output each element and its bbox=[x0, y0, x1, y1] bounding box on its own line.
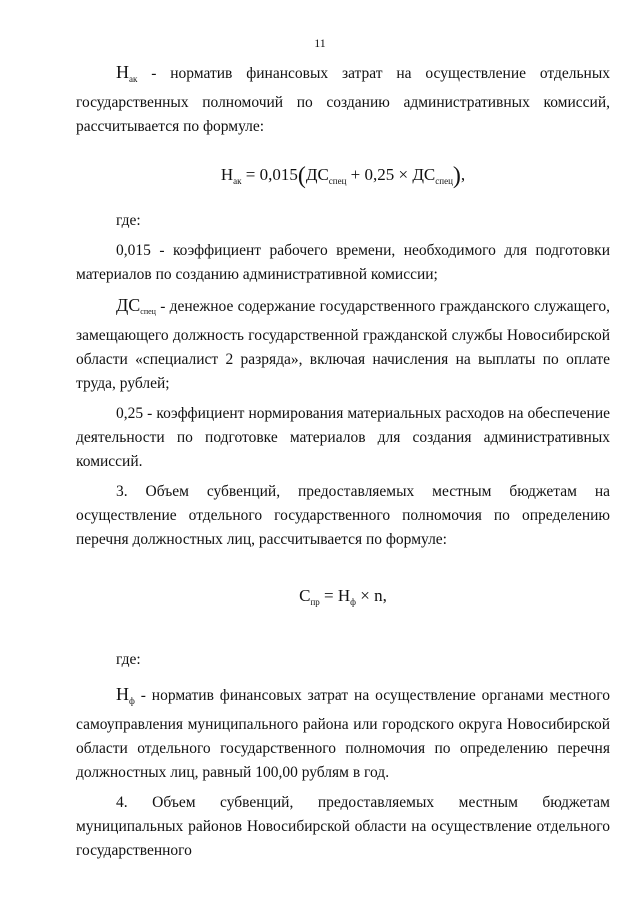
formula-end: , bbox=[460, 165, 466, 184]
label-gde-2: где: bbox=[116, 651, 141, 668]
formula2-eq: = Н bbox=[319, 586, 351, 605]
formula-close-paren: ) bbox=[452, 163, 461, 189]
formula-nak bbox=[76, 163, 610, 193]
subscript-ak: ак bbox=[129, 74, 138, 84]
subscript-f: ф bbox=[129, 696, 135, 706]
symbol-n: Н bbox=[116, 62, 129, 82]
formula-open-paren: ( bbox=[297, 163, 306, 189]
formula-mid: + 0,25 × ДС bbox=[346, 165, 436, 184]
label-gde-1: где: bbox=[116, 212, 141, 229]
symbol-ds: ДС bbox=[116, 295, 141, 315]
formula2-lhs: С bbox=[299, 586, 311, 605]
paragraph-text: - денежное содержание государственного гражданского служащего, замещающего должность государственной гражданской службы Новосибирской области «специалист 2 разряда», включая начисления на выплаты по оплате труда, рублей; bbox=[76, 298, 610, 392]
paragraph-text: - норматив финансовых затрат на осуществление отдельных государственных полномочий по созданию административных комиссий, рассчитывается по формуле: bbox=[76, 65, 610, 135]
symbol-n: Н bbox=[116, 684, 129, 704]
page-number: 11 bbox=[314, 36, 326, 50]
paragraph-text: - норматив финансовых затрат на осуществление органами местного самоуправления муниципального района или городского округа Новосибирской области отдельного государственного полномочия по определению перечня должностных лиц, равный 100,00 рублям в год. bbox=[76, 687, 610, 781]
formula2-h-sub: ф bbox=[350, 597, 357, 607]
paragraph-item-3: 3. Объем субвенций, предоставляемых местным бюджетам на осуществление отдельного государственного полномочия по определению перечня должностных лиц, рассчитывается по формуле: bbox=[76, 483, 610, 548]
document-body bbox=[76, 60, 610, 863]
formula-lhs-sub: ак bbox=[233, 176, 242, 186]
formula-spr bbox=[76, 584, 610, 614]
formula-term1-sub: спец bbox=[328, 176, 347, 186]
paragraph-nf-definition bbox=[76, 682, 610, 785]
formula-eq: = 0,015 bbox=[241, 165, 298, 184]
formula-term1: ДС bbox=[305, 165, 329, 184]
formula-lhs: Н bbox=[220, 165, 234, 184]
paragraph-item-4: 4. Объем субвенций, предоставляемых местным бюджетам муниципальных районов Новосибирской области на осуществление отдельного государственного bbox=[76, 794, 610, 859]
paragraph-coefficient-025: 0,25 - коэффициент нормирования материальных расходов на обеспечение деятельности по подготовке материалов для создания административных комиссий. bbox=[76, 405, 610, 470]
formula2-lhs-sub: пр bbox=[310, 597, 320, 607]
subscript-spec: спец bbox=[140, 307, 156, 316]
formula2-rest: × n, bbox=[356, 586, 387, 605]
paragraph-nak-definition bbox=[76, 60, 610, 139]
formula-term2-sub: спец bbox=[435, 176, 453, 186]
paragraph-coefficient-0015: 0,015 - коэффициент рабочего времени, необходимого для подготовки материалов по созданию административной комиссии; bbox=[76, 242, 610, 283]
paragraph-ds-definition bbox=[76, 293, 610, 396]
